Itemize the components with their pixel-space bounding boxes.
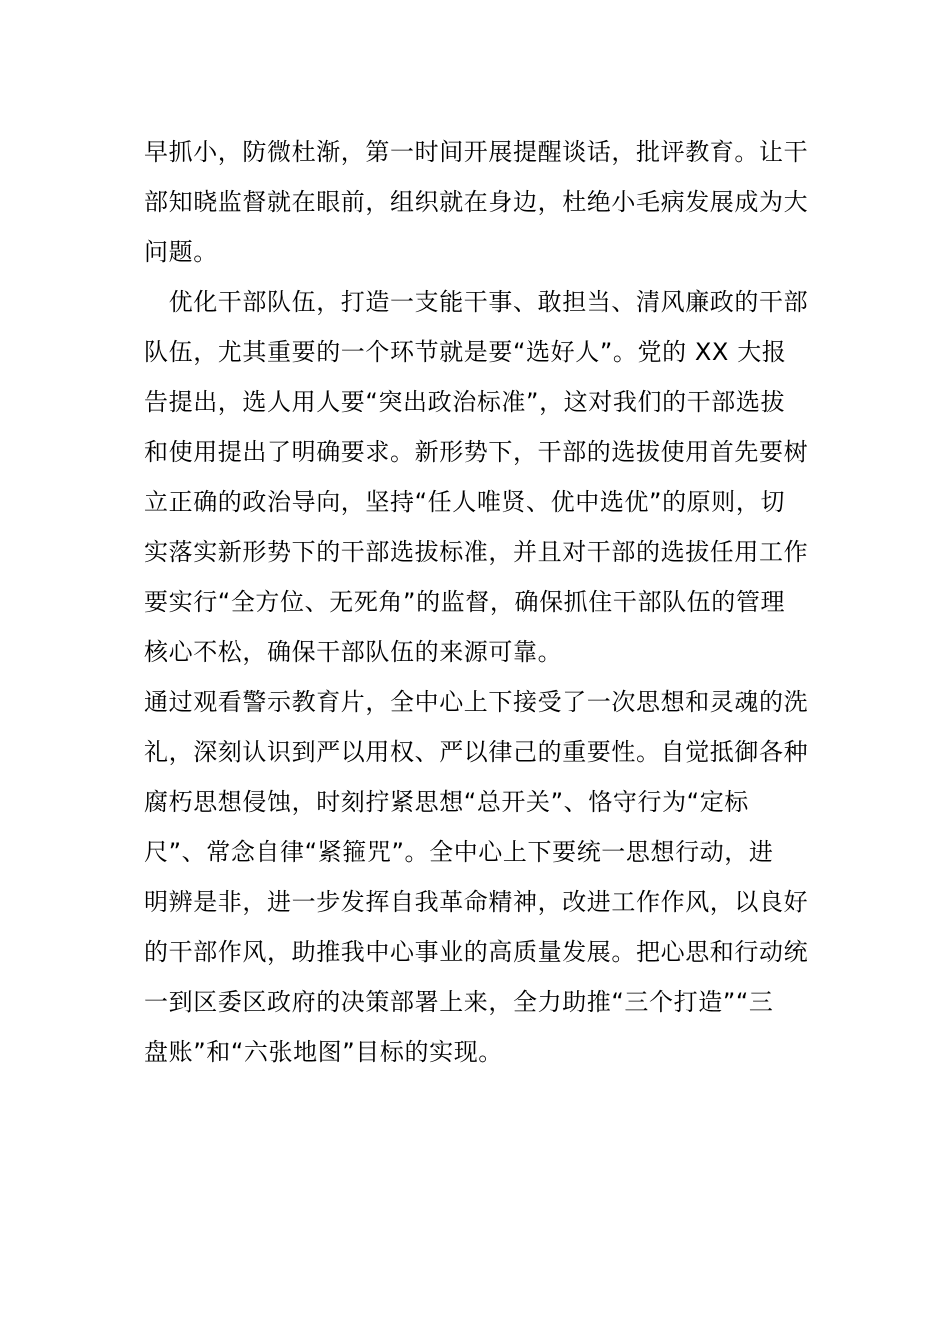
text-line: 早抓小，防微杜渐，第一时间开展提醒谈话，批评教育。让干: [144, 138, 809, 166]
text-line: 和使用提出了明确要求。新形势下，干部的选拔使用首先要树: [144, 438, 809, 466]
text-line: 尺”、常念自律“紧箍咒”。全中心上下要统一思想行动，进: [144, 838, 774, 866]
text-line: 通过观看警示教育片，全中心上下接受了一次思想和灵魂的洗: [144, 688, 809, 716]
text-line: 明辨是非，进一步发挥自我革命精神，改进工作作风，以良好: [144, 888, 809, 916]
text-line: 礼，深刻认识到严以用权、严以律己的重要性。自觉抵御各种: [144, 738, 809, 766]
text-line: 告提出，选人用人要“突出政治标准”，这对我们的干部选拔: [144, 388, 786, 416]
text-line: 要实行“全方位、无死角”的监督，确保抓住干部队伍的管理: [144, 588, 786, 616]
text-line: 优化干部队伍，打造一支能干事、敢担当、清风廉政的干部: [144, 288, 809, 316]
text-line: 问题。: [144, 238, 218, 266]
text-line: 盘账”和“六张地图”目标的实现。: [144, 1038, 503, 1066]
paragraph-2: [144, 277, 814, 677]
text-line: 队伍，尤其重要的一个环节就是要“选好人”。党的 XX 大报: [144, 338, 787, 366]
text-line: 核心不松，确保干部队伍的来源可靠。: [144, 638, 563, 666]
text-line: 腐朽思想侵蚀，时刻拧紧思想“总开关”、恪守行为“定标: [144, 788, 749, 816]
text-line: 的干部作风，助推我中心事业的高质量发展。把心思和行动统: [144, 938, 809, 966]
text-line: 部知晓监督就在眼前，组织就在身边，杜绝小毛病发展成为大: [144, 188, 809, 216]
document-body: [144, 127, 814, 1077]
text-line: 实落实新形势下的干部选拔标准，并且对干部的选拔任用工作: [144, 538, 809, 566]
text-line: 立正确的政治导向，坚持“任人唯贤、优中选优”的原则，切: [144, 488, 786, 516]
paragraph-3: [144, 677, 814, 1077]
paragraph-1: [144, 127, 814, 277]
text-line: 一到区委区政府的决策部署上来，全力助推“三个打造”“三: [144, 988, 774, 1016]
